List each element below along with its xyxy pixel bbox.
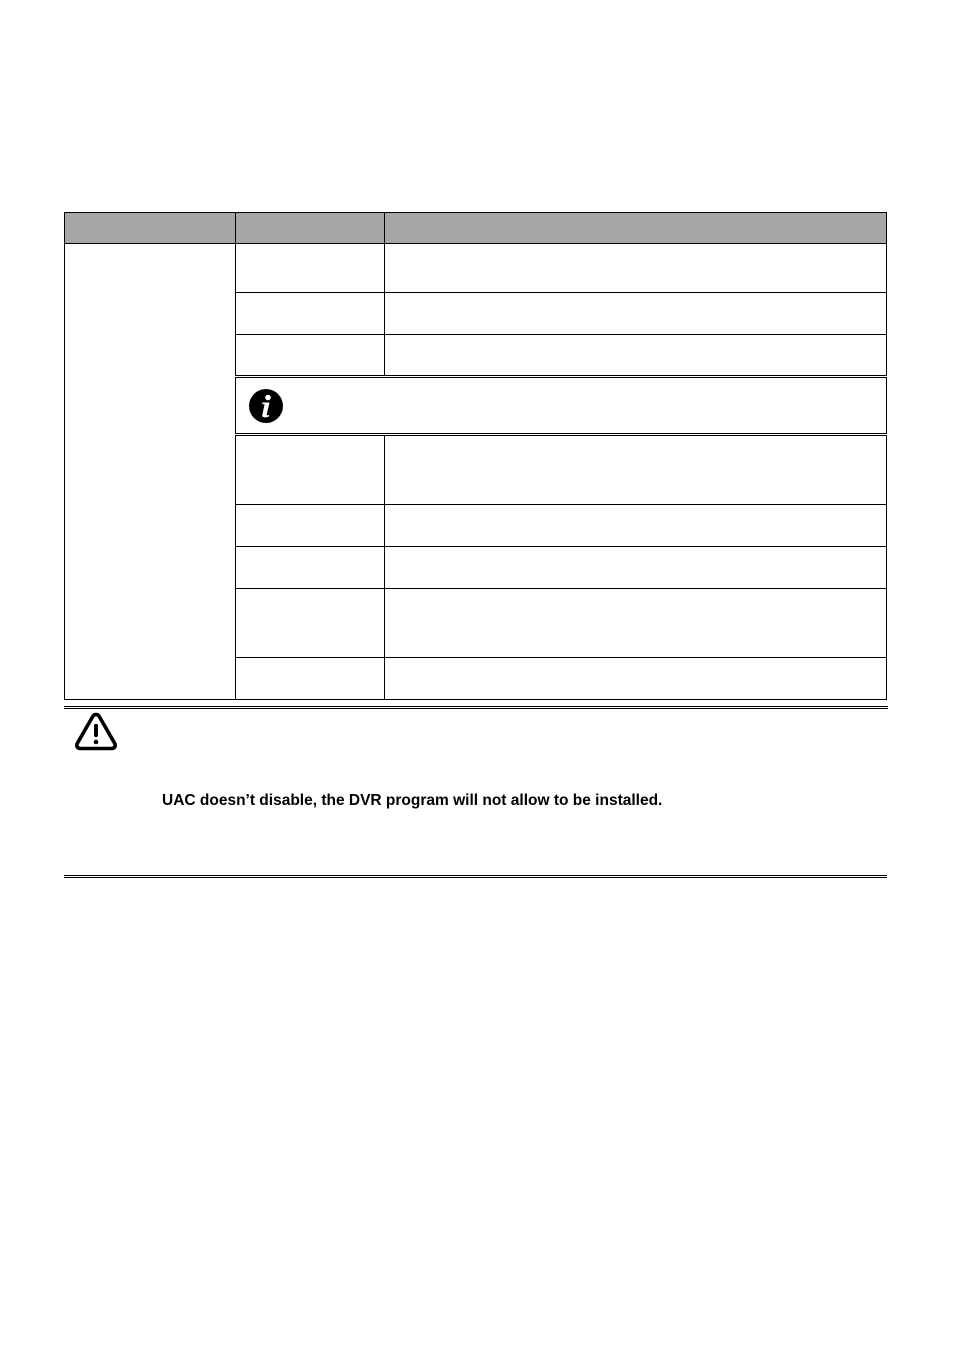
table-header-cell [236,213,385,244]
table-row [65,244,887,293]
row-value-cell [385,335,887,377]
row-value-cell [385,589,887,658]
row-value-cell [385,435,887,505]
warning-text: UAC doesn’t disable, the DVR program will not allow to be installed. [162,792,663,809]
info-icon [249,389,283,423]
section-divider [64,875,887,878]
row-value-cell [385,505,887,547]
row-label-cell [236,547,385,589]
row-label-cell [236,658,385,700]
group-label-cell [65,244,236,700]
row-value-cell [385,244,887,293]
warning-triangle-icon [74,711,118,751]
table-header-cell [65,213,236,244]
row-value-cell [385,293,887,335]
warning-divider [64,706,888,709]
row-label-cell [236,293,385,335]
row-label-cell [236,335,385,377]
note-cell [236,377,887,435]
table-header-cell [385,213,887,244]
row-label-cell [236,589,385,658]
spec-table [64,212,887,700]
row-value-cell [385,658,887,700]
row-label-cell [236,244,385,293]
row-label-cell [236,505,385,547]
table-header-row [65,213,887,244]
row-value-cell [385,547,887,589]
row-label-cell [236,435,385,505]
